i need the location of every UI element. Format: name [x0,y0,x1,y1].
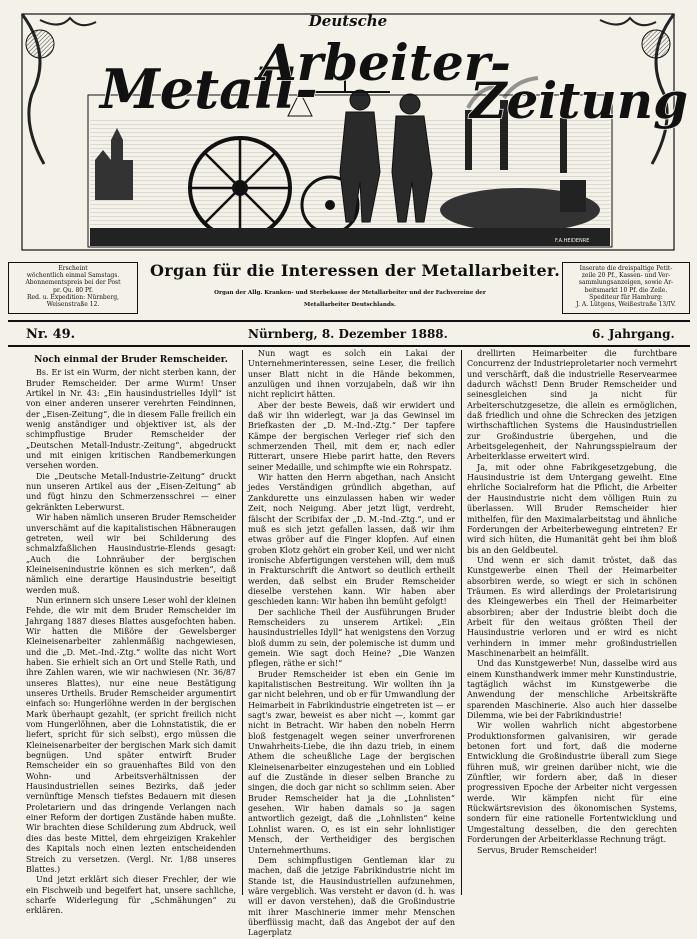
article-paragraph: Servus, Bruder Remscheider! [477,845,598,855]
article-paragraph: Bs. Er ist ein Wurm, der nicht sterben kann, der Bruder Remscheider. Der arme Wurm! Unser Artikel in Nr. 43: „Ein hausindustrielles Idyll“ ist von einer anderen unserer verehrten Feindinnen, der „Eisen-Zeitung“, die in diesem Falle freilich ein wenig anständiger und objektiver ist, als der schimpflustige Bruder Remscheider der „Deutschen Metall-Industr.-Zeitung“, abgedruckt und mit einigen kritischen Randbemerkungen versehen worden. [26,368,236,471]
article-paragraph: Wir haben nämlich unseren Bruder Remscheider unverschämt auf die kapitalistischen Häbneraugen getreten, weil wir bei Schilderung des schmalzfaßlichen Hausindustrie-Elends gesagt: „Auch die Lohnräuber der bergischen Kleineisenindustrie können es sich merken“, daß nämlich eine derartige Hausindustrie beseitigt werden muß. [26,513,236,595]
masthead-title-mid: Arbeiter- [258,33,511,92]
article-paragraph: Nun wagt es solch ein Lakai der Unternehmerinteressen, seine Leser, die freilich unser Blatt nicht in die Hände bekommen, anzulügen und ihnen vorzujabeln, daß wir ihn nicht replicirt hätten. [248,349,455,400]
article-column-2 [248,349,455,938]
organ-line-2: Metallarbeiter Deutschlands. [304,302,396,308]
article-paragraph: drellirten Heimarbeiter die furchtbare Concurrenz der Industrieproletarier noch vermehrt und verschärft, daß die industrielle Reservearmee dadurch wächst! Denn Bruder Remscheider und seinesgleichen sind ja nicht für Arbeiterschutzgesetze, die allein es ermöglichen, daß friedlich und ohne die Schrecken des jetzigen wirthschaftlichen Systems die Hausindustriellen zur Großindustrie übergehen, und die Arbeitsgelegenheit, der Nahrungsspielraum der Arbeiterklasse erweitert wird. [467,349,677,462]
header-rule [8,345,690,347]
article-paragraph: Ja, mit oder ohne Fabrikgesetzgebung, die Hausindustrie ist dem Untergang geweiht. Eine ehrliche Socialreform hat die Pflicht, die Arbeiter der Hausindustrie nicht dem völligen Ruin zu überlassen. Will Bruder Remscheider hier mithelfen, für den Maximalarbeitstag und ähnliche Forderungen der Arbeiterbewegung eintreten? Er wird sich hüten, die Humanität geht bei ihm bloß bis an den Geldbeutel. [467,462,677,555]
article-column-3 [467,349,677,889]
article-paragraph: Bruder Remscheider ist eben ein Genie im kapitalistischen Bestreitung. Wir wollten ihn ja gar nicht belehren, und ob er für Umwandlung der Heimarbeit in Fabrikindustrie eingetreten ist — er sagt's zwar, beweist es aber nicht —, kommt gar nicht in Betracht. Wir haben den nobeln Herrn bloß festgenagelt wegen seiner unverfrorenen Unwahrheits-Liebe, die ihn dazu trieb, in einem Athem die scheußliche Lage der bergischen Kleineisenarbeiter einzugestehen und ein Loblied auf die Zustände in dieser selben Branche zu singen, die doch gar nicht so schlimm seien. Aber Bruder Remscheider hat ja die „Lohnlisten“ gesehen. Wir haben damals so ja sagen antwortlich gezeigt, daß die „Lohnlisten“ keine Lohnlist waren. O, es ist ein sehr lohnlistiger Mensch, der Vertheidiger des bergischen Unternehmerthums. [248,669,455,855]
info-line: Inserate die dreispaltige Petit- [579,265,673,272]
issue-number: Nr. 49. [26,327,76,342]
article-column-1 [26,355,236,916]
article-paragraph: Die „Deutsche Metall-Industrie-Zeitung“ druckt nun unseren Artikel aus der „Eisen-Zeitung“ ab und fügt hinzu den Schmerzensschrei — einer gekränkten Leberwurst. [26,471,236,512]
newspaper-subtitle: Organ für die Interessen der Metallarbeiter. [150,261,561,280]
info-line: Abonnementspreis bei der Post [25,279,121,287]
info-line: J. A. Lütgens, Weißestraße 13/IV. [576,301,676,309]
article-paragraph: Aber der beste Beweis, daß wir erwidert und daß wir ihn widerlegt, war ja das Gewinsel im Briefkasten der „D. M.-Ind.-Ztg.“ Der tapfere Kämpe der bergischen Verleger rief sich den schmerzenden Theil, mit dem er, nach edler Ritterart, unsere Hiebe parirt hatte, den Revers seiner Medaille, und schimpfte wie ein Rohrspatz. [248,400,455,472]
info-line: Red. u. Expedition: Nürnberg, [27,293,119,301]
masthead-small-title: Deutsche [308,12,388,30]
info-line: zeile 20 Pf., Kassen- und Ver- [581,272,671,280]
article-title: Noch einmal der Bruder Remscheider. [34,355,228,365]
article-paragraph: Dem schimpflustigen Gentleman klar zu machen, daß die jetzige Fabrikindustrie nicht im Stande ist, die Hausindustriellen aufzunehmen, wäre vergeblich. Was versteht er davon (d. h. was will er davon verstehen), daß die Großindustrie mit ihrer Maschinerie immer mehr Menschen überflüssig macht, daß das Angebot der auf den Lagerplatz [248,855,455,938]
article-paragraph: Wir wollen wahrlich nicht abgestorbene Produktionsformen galvanisiren, wir gerade betonen fort und fort, daß die moderne Entwicklung die Großindustrie überall zum Siege führen muß, wir greinen darüber nicht, wie die Zünftler, wir fordern aber, daß in dieser progressiven Epoche der Arbeiter nicht vergessen werde. Wir kämpfen nicht für eine Rückwärtsrevision des ökonomischen Systems, sondern für eine rationelle Fortentwicklung und Umgestaltung desselben, die den gerechten Forderungen der Arbeiterklasse Rechnung trägt. [467,721,677,845]
article-paragraph: Und jetzt erklärt sich dieser Frechler, der wie ein Fischweib und begeifert hat, unsere sachliche, scharfe Widerlegung für „Schmähungen“ zu erklären. [26,875,236,916]
article-paragraph: Wir hatten den Herrn abgethan, nach Ansicht jedes Verständigen gründlich abgethan, auf Zankdurette uns einzulassen haben wir weder Zeit, noch Neigung. Aber jetzt lügt, verdreht, fälscht der Scribifax der „D. M.-Ind.-Ztg.“, und er muß es sich jetzt gefallen lassen, daß wir ihm etwas gröber auf die Finger klopfen. Auf einen groben Klotz gehört ein grober Keil, und wer nicht ironische Abfertigungen verstehen will, dem muß in Frakturschrift die Antwort so deutlich ertheilt werden, daß selbst ein Bruder Remscheider dieselbe verstehen kann. Wir haben aber geschieden kann: Wir haben ihn bemüht gefolgt! [248,473,455,607]
masthead-illustration [0,0,697,262]
info-line: wöchentlich einmal Samstags. [26,272,120,280]
issue-year: 6. Jahrgang. [592,327,675,341]
info-line: Erscheint [58,265,88,272]
publication-info-box [8,262,138,314]
masthead-title-left: Metall- [100,57,318,121]
info-line: sammlungsanzeigen, sowie Ar- [578,279,674,287]
article-paragraph: Und das Kunstgewerbe! Nun, dasselbe wird aus einem Kunsthandwerk immer mehr Kunstindustrie, tagtäglich wächst im Kunstgewerbe die Anwendung der menschliche Arbeitskräfte sparenden Maschinerie. Also auch hier dasselbe Dilemma, wie bei der Fabrikindustrie! [467,659,677,721]
masthead-title-right: Zeitung [470,71,689,130]
article-paragraph: Und wenn er sich damit tröstet, daß das Kunstgewerbe einen Theil der Heimarbeiter absorbiren werde, so wiegt er sich in schönen Träumen. Es wird allerdings der Proletarisirung des Kleingewerbes ein Theil der Heimarbeiter absorbiren; aber der Industrie bleibt doch die Arbeit für den weitaus größten Theil der Hausindustrie verloren und er wird es nicht verhindern in immer mehr großindustriellen Maschinenarbeit an heimfällt. [467,555,677,658]
article-paragraph: Der sachliche Theil der Ausführungen Bruder Remscheiders zu unserem Artikel: „Ein hausindustrielles Idyll“ hat wenigstens den Vorzug bloß dumm zu sein, der polemische ist dumm und gemein. Wie sagt doch Heine? „Die Wanzen pflegen, räthe er sich!“ [248,607,455,669]
advertising-info-box [562,262,690,314]
engraver-signature: F.A.HEIDENRE [555,238,590,244]
article-paragraph: Nun erinnern sich unsere Leser wohl der kleinen Fehde, die wir mit dem Bruder Remscheider im Jahrgang 1887 dieses Blattes ausgefochten haben. Wir hatten die Mißöre der Gewelsberger Kleineisenarbeiter zahlenmäßig nachgewiesen, und die „D. Met.-Ind.-Ztg.“ wollte das nicht Wort haben. Sie erhielt sich an Ort und Stelle Rath, und ihre Zahlen waren, wie wir nachwiesen (Nr. 36/87 unseres Blattes), nur eine neue Bestätigung unseres Urtheils. Bruder Remscheider argumentirt einfach so: Hungerlöhne werden in der bergischen Mark überhaupt gezahlt, (er spricht freilich nicht vom Hungerlöhnen, aber die Lohnstatistik, die er liefert, spricht für sich selbst), ergo müssen die Kleineisenarbeiter der bergischen Mark sich damit begnügen. Und später entwirft Bruder Remscheider ein so grauenhaftes Bild von den Wohn- und Arbeitsverhältnissen der Hausindustriellen seines Bezirks, daß jeder vernünftige Mensch tiefstes Bedauern mit diesen Proletariern und das dringende Verlangen nach einer Reform der dortigen Zustände haben mußte. Wir brachten diese Schilderung zum Abdruck, weil dies das beste Mittel, dem ehrgeizigen Krakehler des Kapitals noch einen lezten entscheidenden Streich zu versetzen. (Vergl. Nr. 1/88 unseres Blattes.) [26,595,236,874]
info-line: Weisenstraße 12. [46,301,100,309]
column-divider-2 [461,350,462,895]
issue-date: Nürnberg, 8. Dezember 1888. [248,327,448,341]
top-rule [8,320,690,322]
info-line: Spediteur für Hamburg: [589,293,663,301]
info-line: beitsmarkt 10 Pf. die Zeile. [584,286,668,294]
organ-line: Organ der Allg. Kranken- und Sterbekasse der Metallarbeiter und der Fachvereine der [214,290,486,296]
column-divider-1 [242,350,243,895]
info-line: pr. Qu. 80 Pf. [53,286,93,294]
